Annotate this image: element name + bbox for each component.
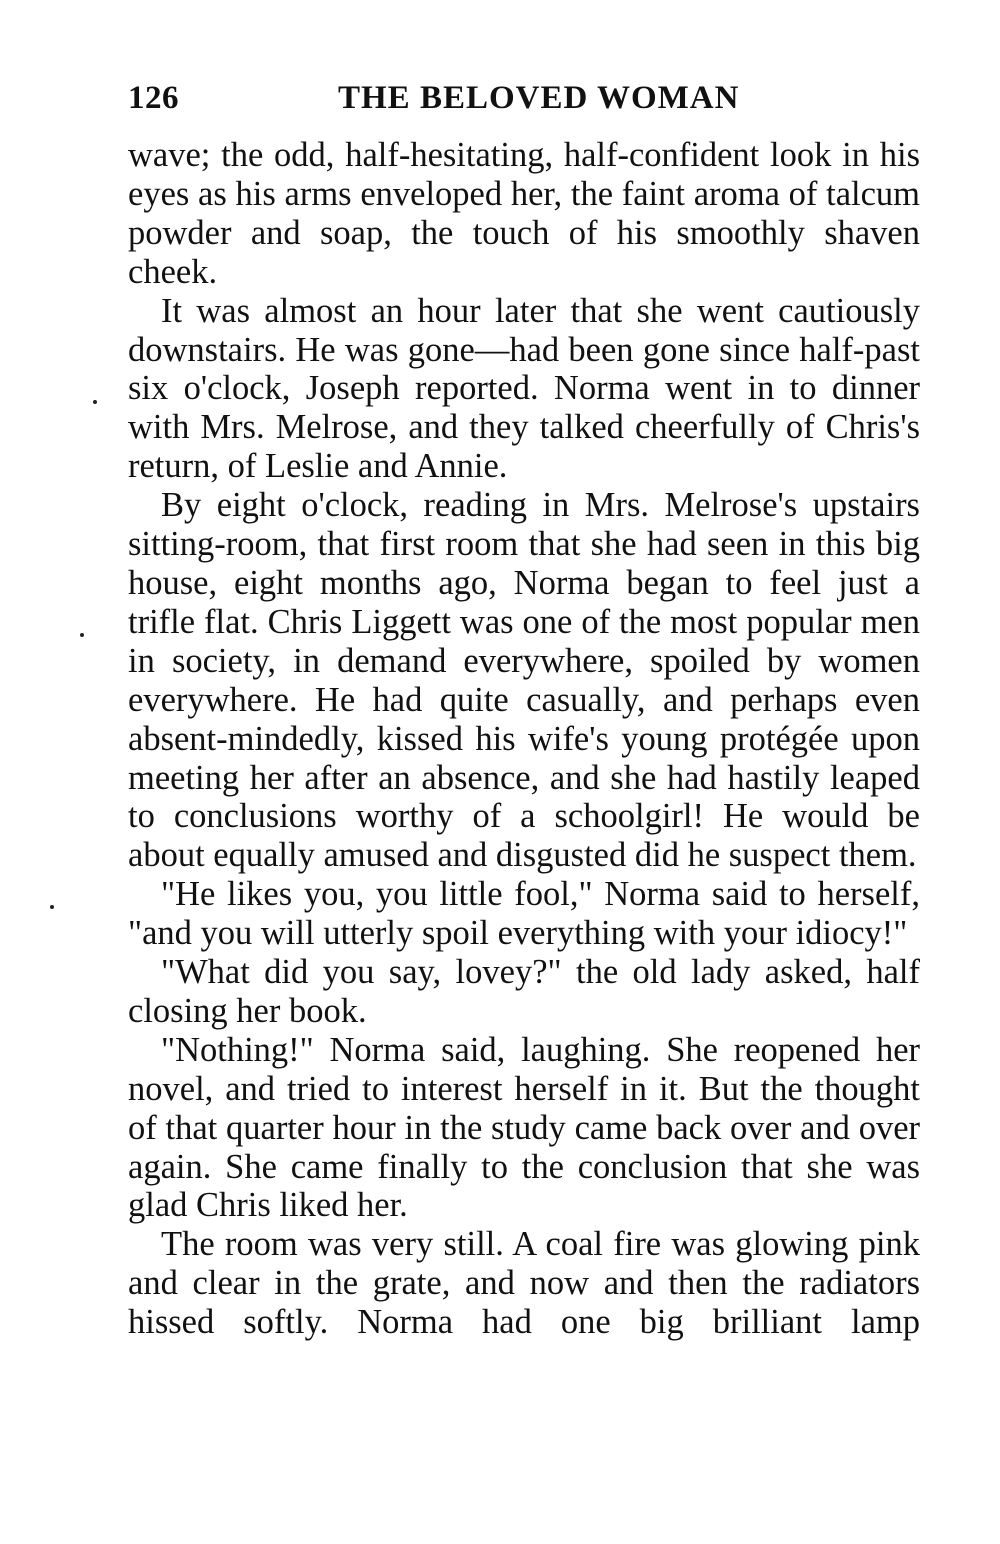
print-speck: [50, 905, 54, 909]
book-title: THE BELOVED WOMAN: [338, 80, 740, 116]
running-head: [128, 80, 920, 124]
paragraph-1: wave; the odd, half-hesitating, half-confident look in his eyes as his arms enveloped her, the faint aroma of talcum powder and soap, the touch of his smoothly shaven cheek.: [128, 136, 920, 291]
page-number: 126: [128, 80, 179, 116]
paragraph-2: It was almost an hour later that she went cautiously downstairs. He was gone—had been gone since half-past six o'clock, Joseph reported. Norma went in to dinner with Mrs. Melrose, and they talked cheerfully of Chris's return, of Leslie and Annie.: [128, 291, 920, 486]
print-speck: [93, 400, 97, 404]
paragraph-5: "What did you say, lovey?" the old lady asked, half closing her book.: [128, 953, 920, 1030]
paragraph-6: "Nothing!" Norma said, laughing. She reopened her novel, and tried to interest herself in it. But the thought of that quarter hour in the study came back over and over again. She came finally to the conclusion that she was glad Chris liked her.: [128, 1030, 920, 1225]
paragraph-7: The room was very still. A coal fire was glowing pink and clear in the grate, and now and then the radiators hissed softly. Norma had one big brilliant lamp: [128, 1225, 920, 1342]
paragraph-4: "He likes you, you little fool," Norma said to herself, "and you will utterly spoil everything with your idiocy!": [128, 875, 920, 953]
print-speck: [80, 633, 84, 637]
body-text: [128, 136, 920, 1342]
paragraph-3: By eight o'clock, reading in Mrs. Melrose's upstairs sitting-room, that first room that she had seen in this big house, eight months ago, Norma began to feel just a trifle flat. Chris Liggett was one of the most popular men in society, in demand everywhere, spoiled by women everywhere. He had quite casually, and perhaps even absent-mindedly, kissed his wife's young protégée upon meeting her after an absence, and she had hastily leaped to conclusions worthy of a schoolgirl! He would be about equally amused and disgusted did he suspect them.: [128, 486, 920, 875]
